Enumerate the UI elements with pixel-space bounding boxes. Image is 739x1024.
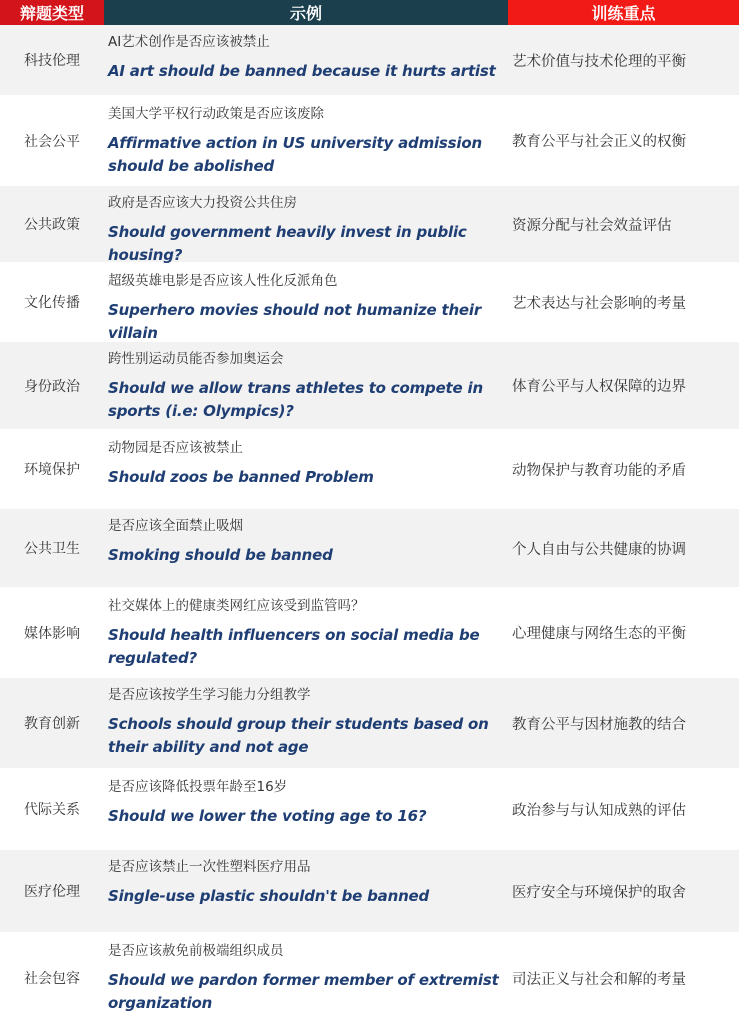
example-en: Affirmative action in US university admission should be abolished xyxy=(108,134,482,175)
row-example xyxy=(104,431,508,507)
table-row xyxy=(0,509,739,589)
example-zh: 动物园是否应该被禁止 xyxy=(108,440,243,456)
table-row xyxy=(0,264,739,342)
row-focus: 动物保护与教育功能的矛盾 xyxy=(512,462,686,479)
row-focus: 艺术价值与技术伦理的平衡 xyxy=(512,53,686,70)
table-row xyxy=(0,431,739,509)
table-row xyxy=(0,97,739,186)
example-zh: AI艺术创作是否应该被禁止 xyxy=(108,34,270,50)
row-focus: 政治参与与认知成熟的评估 xyxy=(512,802,686,819)
row-focus: 医疗安全与环境保护的取舍 xyxy=(512,884,686,901)
table-row xyxy=(0,589,739,678)
row-focus: 个人自由与公共健康的协调 xyxy=(512,541,686,558)
example-en: Should we pardon former member of extremist organization xyxy=(108,971,499,1012)
row-example xyxy=(104,850,508,932)
row-type: 文化传播 xyxy=(24,295,80,311)
example-zh: 政府是否应该大力投资公共住房 xyxy=(108,195,297,211)
row-example xyxy=(104,678,508,768)
row-type: 代际关系 xyxy=(24,802,80,818)
example-zh: 跨性别运动员能否参加奥运会 xyxy=(108,351,284,367)
header-example: 示例 xyxy=(104,0,508,25)
table-row xyxy=(0,342,739,431)
example-en: Should government heavily invest in public housing? xyxy=(108,223,467,264)
example-zh: 超级英雄电影是否应该人性化反派角色 xyxy=(108,273,338,289)
row-type: 教育创新 xyxy=(24,716,80,732)
row-focus: 心理健康与网络生态的平衡 xyxy=(512,626,686,642)
row-example xyxy=(104,186,508,262)
row-focus: 教育公平与社会正义的权衡 xyxy=(512,134,686,150)
row-type: 公共政策 xyxy=(24,217,80,233)
row-focus: 司法正义与社会和解的考量 xyxy=(512,971,686,988)
header-focus: 训练重点 xyxy=(508,0,739,25)
row-type: 公共卫生 xyxy=(24,541,80,557)
row-focus: 资源分配与社会效益评估 xyxy=(512,217,672,234)
example-zh: 是否应该降低投票年龄至16岁 xyxy=(108,779,288,795)
row-type: 环境保护 xyxy=(24,462,80,478)
row-type: 媒体影响 xyxy=(24,625,80,642)
example-en: Should we allow trans athletes to compete in sports (i.e: Olympics)? xyxy=(108,379,483,420)
example-en: Schools should group their students based on their ability and not age xyxy=(108,715,489,756)
row-type: 社会包容 xyxy=(24,971,80,987)
row-example xyxy=(104,342,508,429)
table-row xyxy=(0,770,739,850)
row-example xyxy=(104,509,508,587)
header-type: 辩题类型 xyxy=(0,0,104,25)
row-example xyxy=(104,770,508,848)
example-zh: 社交媒体上的健康类网红应该受到监管吗？ xyxy=(108,598,365,614)
example-en: Should we lower the voting age to 16? xyxy=(108,807,427,825)
example-en: Superhero movies should not humanize their villain xyxy=(108,301,482,342)
table-row xyxy=(0,934,739,1024)
row-focus: 教育公平与因材施教的结合 xyxy=(512,716,686,733)
row-example xyxy=(104,934,508,1022)
example-en: Should health influencers on social media be regulated? xyxy=(108,626,480,667)
table-row xyxy=(0,25,739,97)
row-focus: 艺术表达与社会影响的考量 xyxy=(512,295,686,312)
row-example xyxy=(104,25,508,95)
table-row xyxy=(0,850,739,934)
row-example xyxy=(104,264,508,340)
example-zh: 是否应该赦免前极端组织成员 xyxy=(108,943,284,959)
row-type: 科技伦理 xyxy=(24,53,80,69)
row-type: 身份政治 xyxy=(24,378,80,395)
example-en: Smoking should be banned xyxy=(108,546,333,564)
example-zh: 是否应该禁止一次性塑料医疗用品 xyxy=(108,859,311,875)
table-row xyxy=(0,678,739,770)
row-example xyxy=(104,589,508,676)
row-example xyxy=(104,97,508,184)
example-zh: 美国大学平权行动政策是否应该废除 xyxy=(108,106,324,122)
example-en: Should zoos be banned Problem xyxy=(108,468,374,486)
row-focus: 体育公平与人权保障的边界 xyxy=(512,379,686,395)
table-row xyxy=(0,186,739,264)
example-zh: 是否应该全面禁止吸烟 xyxy=(108,518,243,534)
example-en: Single-use plastic shouldn't be banned xyxy=(108,887,430,905)
row-type: 医疗伦理 xyxy=(24,884,80,900)
example-en: AI art should be banned because it hurts artist xyxy=(108,62,496,80)
table-header xyxy=(0,0,739,25)
row-type: 社会公平 xyxy=(24,133,80,150)
example-zh: 是否应该按学生学习能力分组教学 xyxy=(108,687,311,703)
